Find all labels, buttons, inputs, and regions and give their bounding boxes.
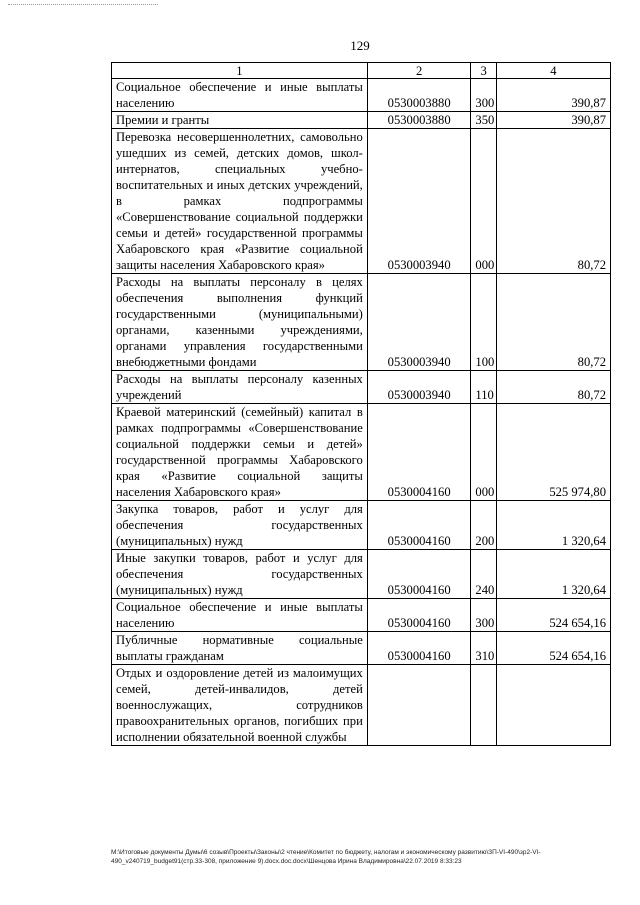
row-target-code: 0530004160	[367, 501, 471, 550]
row-name: Закупка товаров, работ и услуг для обеспечения государственных (муниципальных) нужд	[112, 501, 368, 550]
header-col-1: 1	[112, 63, 368, 79]
table-row	[112, 129, 611, 274]
table-row	[112, 79, 611, 112]
row-name: Расходы на выплаты персоналу в целях обеспечения выполнения функций государственными (муниципальными) органами, казенными учреждениями, органами управления государственными внебюджетными фондами	[112, 274, 368, 371]
row-amount: 390,87	[496, 79, 610, 112]
row-expense-type: 300	[471, 599, 496, 632]
row-name: Публичные нормативные социальные выплаты гражданам	[112, 632, 368, 665]
row-amount: 1 320,64	[496, 550, 610, 599]
row-target-code: 0530003940	[367, 371, 471, 404]
row-target-code: 0530003940	[367, 274, 471, 371]
file-path-footer: M:\Итоговые документы Думы\6 созыв\Проекты\Законы\2 чтение\Комитет по бюджету, налогам и экономическому развитию\ЗП-VI-490\зр2-VI-490_v240719_budget91(стр.33-308, приложение 9).docx.doc.docx\Шенцова Ирина Владимировна\22.07.2019 8:33:23	[111, 849, 541, 865]
page-number: 129	[350, 38, 370, 53]
scan-edge-line	[8, 4, 158, 7]
row-target-code: 0530003880	[367, 112, 471, 129]
header-col-4: 4	[496, 63, 610, 79]
row-expense-type: 000	[471, 404, 496, 501]
row-target-code: 0530004160	[367, 404, 471, 501]
row-name: Перевозка несовершеннолетних, самовольно ушедших из семей, детских домов, школ-интернатов, специальных учебно-воспитательных и иных детских учреждений, в рамках подпрограммы «Совершенствование социальной поддержки семьи и детей» государственной программы Хабаровского края «Развитие социальной защиты населения Хабаровского края»	[112, 129, 368, 274]
row-amount: 80,72	[496, 371, 610, 404]
row-expense-type: 100	[471, 274, 496, 371]
row-amount: 524 654,16	[496, 632, 610, 665]
row-name: Социальное обеспечение и иные выплаты населению	[112, 599, 368, 632]
row-amount: 525 974,80	[496, 404, 610, 501]
row-target-code: 0530004160	[367, 550, 471, 599]
table-row	[112, 404, 611, 501]
row-amount	[496, 665, 610, 746]
row-name: Социальное обеспечение и иные выплаты населению	[112, 79, 368, 112]
table-row	[112, 371, 611, 404]
header-col-2: 2	[367, 63, 471, 79]
budget-table	[111, 62, 611, 746]
row-target-code: 0530004160	[367, 632, 471, 665]
row-amount: 390,87	[496, 112, 610, 129]
row-target-code: 0530003940	[367, 129, 471, 274]
table-row	[112, 599, 611, 632]
table-row	[112, 274, 611, 371]
row-name: Премии и гранты	[112, 112, 368, 129]
table-header-row	[112, 63, 611, 79]
row-target-code: 0530004160	[367, 599, 471, 632]
row-amount: 80,72	[496, 274, 610, 371]
row-expense-type: 110	[471, 371, 496, 404]
row-amount: 1 320,64	[496, 501, 610, 550]
row-expense-type: 200	[471, 501, 496, 550]
table-row	[112, 112, 611, 129]
row-expense-type: 310	[471, 632, 496, 665]
row-name: Расходы на выплаты персоналу казенных учреждений	[112, 371, 368, 404]
row-expense-type: 240	[471, 550, 496, 599]
row-target-code	[367, 665, 471, 746]
row-target-code: 0530003880	[367, 79, 471, 112]
row-expense-type: 300	[471, 79, 496, 112]
row-expense-type	[471, 665, 496, 746]
row-amount: 80,72	[496, 129, 610, 274]
header-col-3: 3	[471, 63, 496, 79]
row-name: Отдых и оздоровление детей из малоимущих семей, детей-инвалидов, детей военнослужащих, сотрудников правоохранительных органов, погибших при исполнении обязательной военной службы	[112, 665, 368, 746]
row-name: Краевой материнский (семейный) капитал в рамках подпрограммы «Совершенствование социальной поддержки семьи и детей» государственной программы Хабаровского края «Развитие социальной защиты населения Хабаровского края»	[112, 404, 368, 501]
table-row	[112, 501, 611, 550]
row-amount: 524 654,16	[496, 599, 610, 632]
table-row	[112, 550, 611, 599]
table-row	[112, 665, 611, 746]
row-expense-type: 350	[471, 112, 496, 129]
row-expense-type: 000	[471, 129, 496, 274]
table-row	[112, 632, 611, 665]
row-name: Иные закупки товаров, работ и услуг для обеспечения государственных (муниципальных) нужд	[112, 550, 368, 599]
